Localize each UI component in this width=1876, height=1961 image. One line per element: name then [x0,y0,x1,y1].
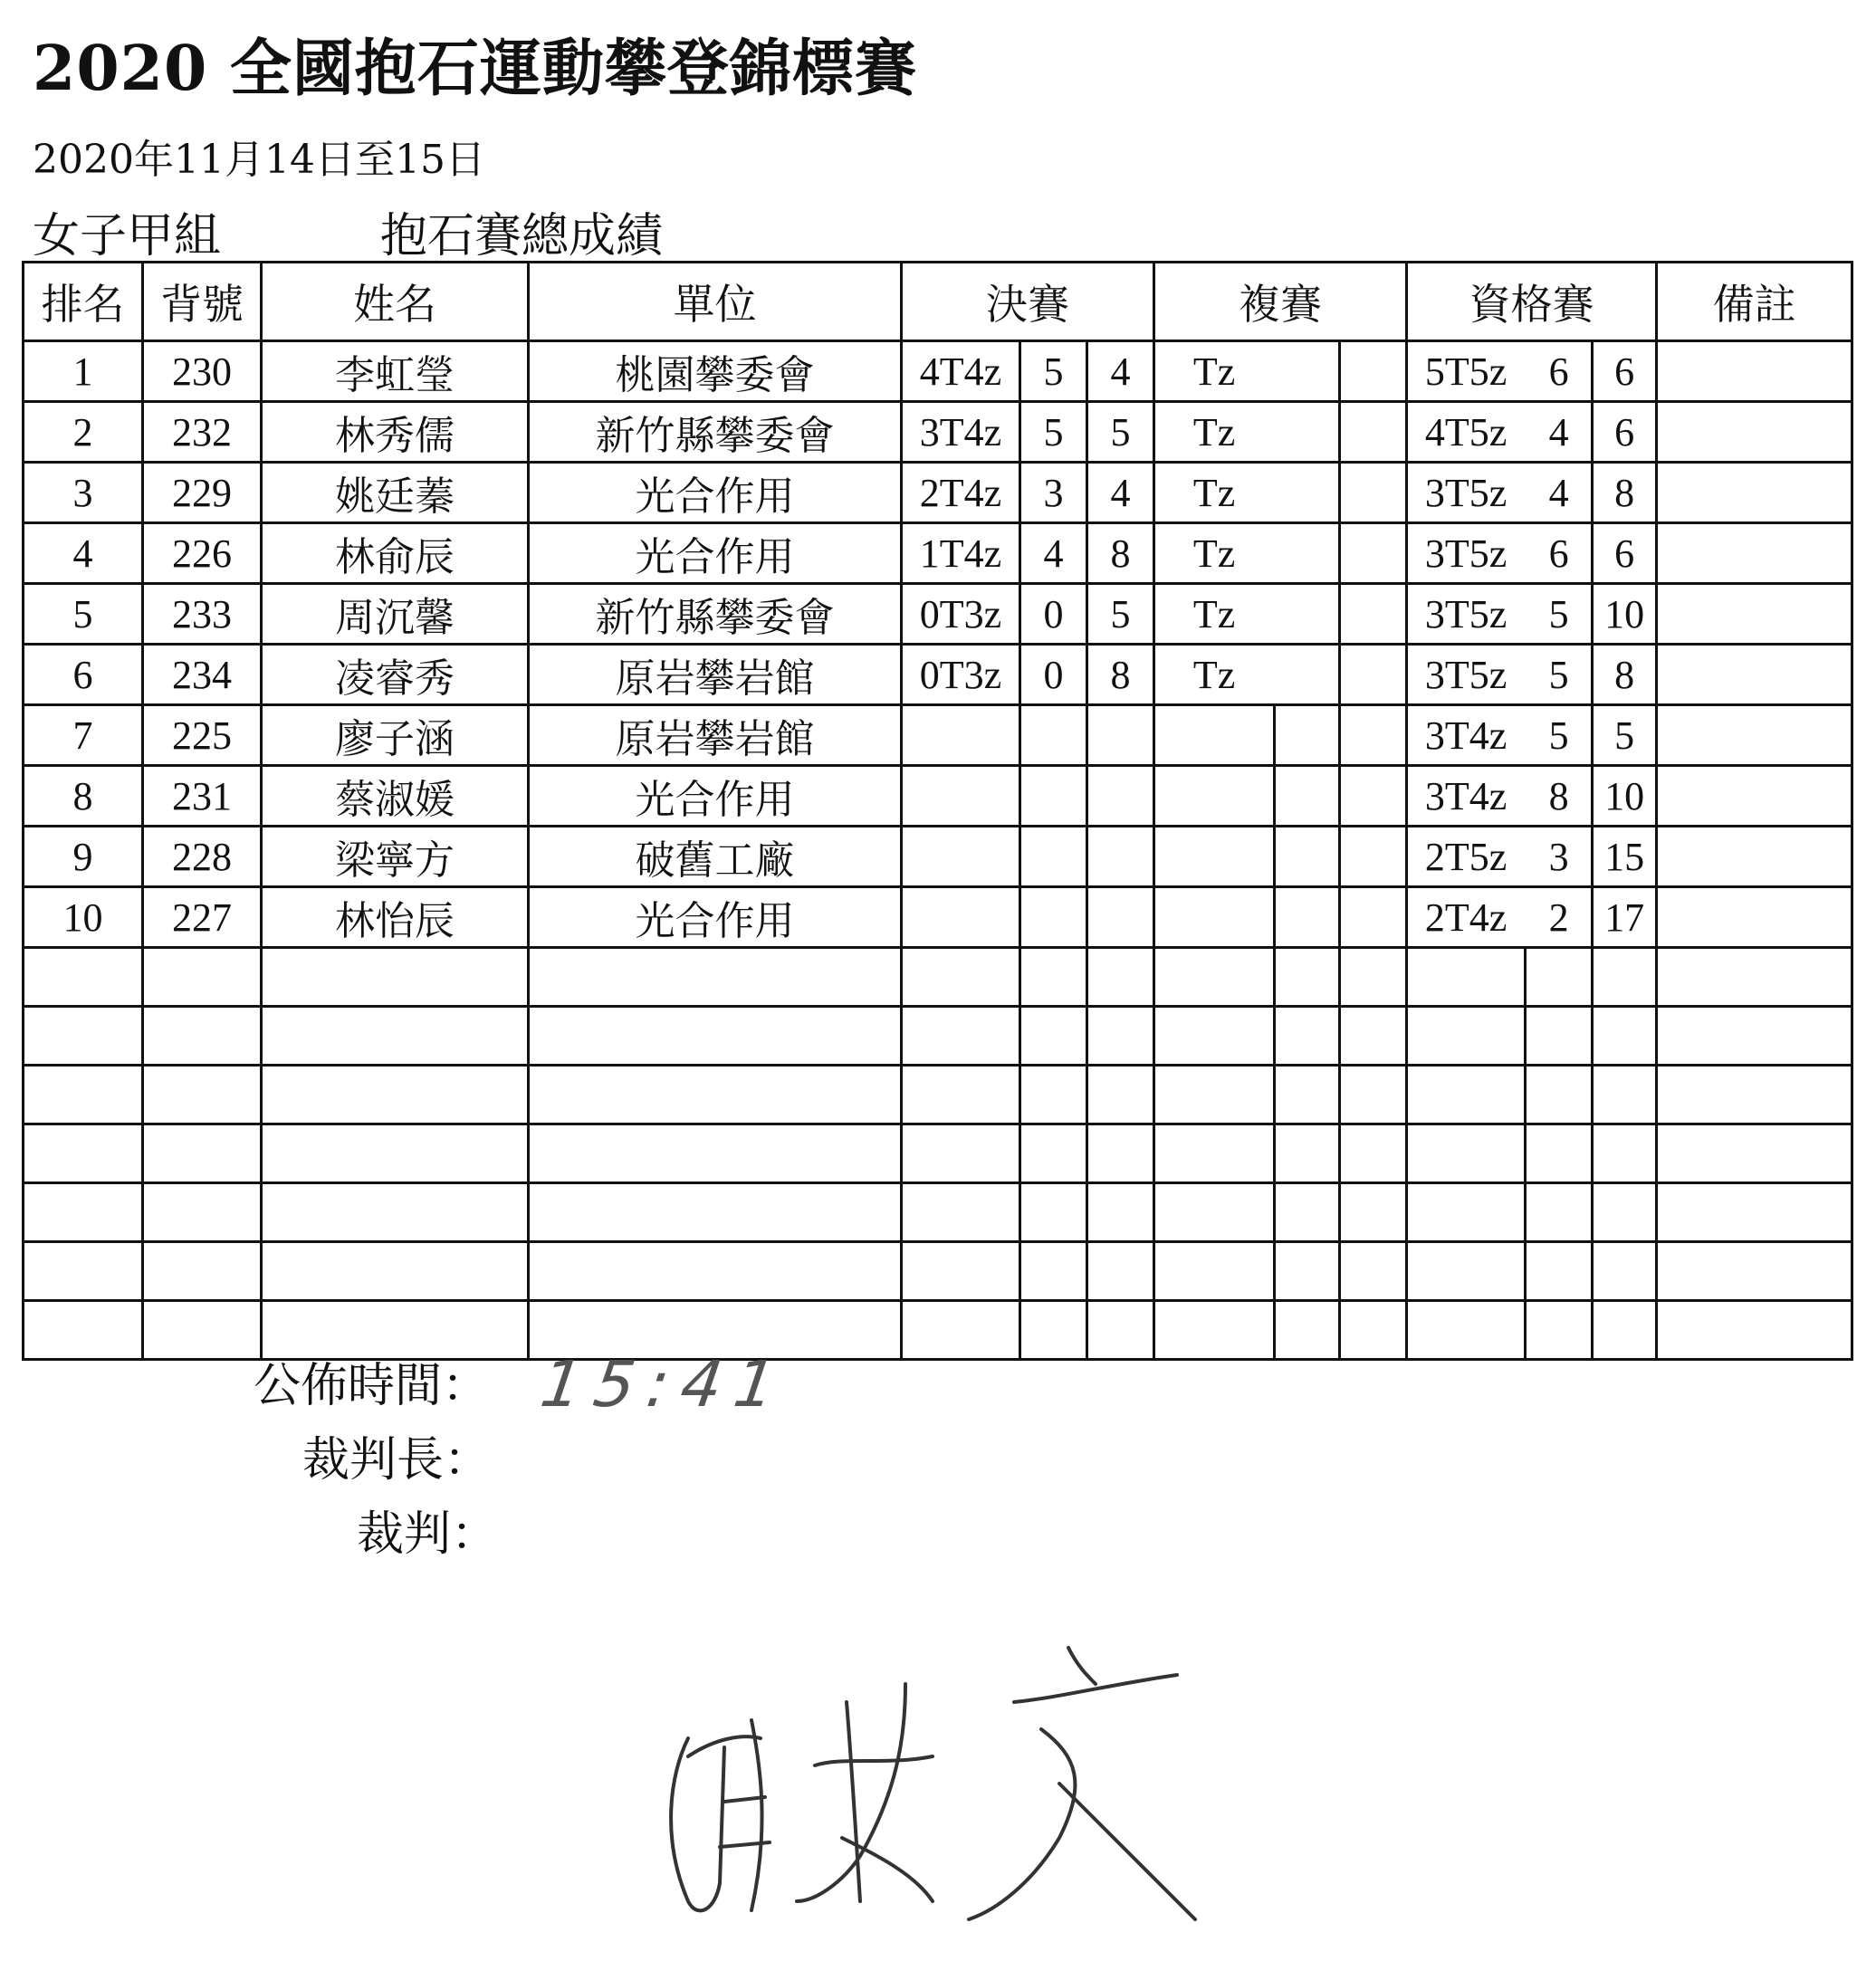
cell-semi-result: Tz [1154,463,1275,523]
cell-qual-result: 2T5z [1407,827,1526,887]
cell-semi-attempts-zone [1340,463,1407,523]
cell-rank: 10 [24,887,143,948]
cell-bib [143,1007,262,1066]
cell-unit: 桃園攀委會 [529,341,902,402]
cell-final-attempts-top: 5 [1020,402,1087,463]
cell-qual-attempts-top [1526,1007,1593,1066]
cell-semi-result [1154,1066,1275,1124]
cell-bib: 234 [143,645,262,705]
cell-final-result: 0T3z [902,645,1020,705]
cell-rank [24,948,143,1007]
cell-semi-attempts-top [1275,766,1340,827]
table-row [24,1183,1852,1242]
cell-semi-result [1154,705,1275,766]
cell-name: 周沉馨 [262,584,529,645]
cell-final-attempts-top: 5 [1020,341,1087,402]
cell-unit [529,1124,902,1183]
cell-final-attempts-top [1020,1124,1087,1183]
cell-rank: 9 [24,827,143,887]
cell-semi-attempts-top [1275,1124,1340,1183]
cell-qual-result: 5T5z [1407,341,1526,402]
cell-remark [1657,1183,1852,1242]
cell-final-attempts-zone: 4 [1087,463,1154,523]
cell-semi-attempts-zone [1340,1007,1407,1066]
cell-semi-attempts-zone [1340,402,1407,463]
cell-semi-attempts-top [1275,645,1340,705]
cell-final-attempts-zone [1087,887,1154,948]
cell-qual-result: 3T4z [1407,766,1526,827]
cell-qual-attempts-zone [1593,1301,1657,1360]
cell-name [262,1124,529,1183]
cell-final-result [902,1301,1020,1360]
document-title: 2020 全國抱石運動攀登錦標賽 [33,33,917,105]
cell-final-result [902,887,1020,948]
cell-semi-result: Tz [1154,584,1275,645]
header-bib: 背號 [143,263,262,341]
table-row [24,645,1852,705]
cell-qual-result: 4T5z [1407,402,1526,463]
table-row [24,341,1852,402]
cell-final-result [902,1066,1020,1124]
cell-qual-result [1407,1183,1526,1242]
cell-qual-attempts-zone: 6 [1593,402,1657,463]
cell-rank: 8 [24,766,143,827]
cell-final-result [902,766,1020,827]
cell-qual-result [1407,1242,1526,1301]
cell-final-attempts-top [1020,948,1087,1007]
cell-semi-attempts-zone [1340,1242,1407,1301]
cell-name [262,1242,529,1301]
cell-final-attempts-zone [1087,1124,1154,1183]
table-body [24,341,1852,1360]
cell-semi-attempts-zone [1340,523,1407,584]
cell-qual-result [1407,1066,1526,1124]
cell-qual-result: 3T5z [1407,523,1526,584]
announce-time-value: 15:41 [536,1347,793,1421]
announce-time-label: 公佈時間： [254,1359,490,1413]
cell-qual-attempts-top: 5 [1526,584,1593,645]
cell-unit: 原岩攀岩館 [529,705,902,766]
cell-semi-attempts-zone [1340,1183,1407,1242]
cell-unit [529,1007,902,1066]
cell-bib [143,1066,262,1124]
cell-final-attempts-top [1020,1066,1087,1124]
cell-bib: 227 [143,887,262,948]
table-row [24,766,1852,827]
cell-remark [1657,948,1852,1007]
cell-qual-attempts-top [1526,1301,1593,1360]
header-semi: 複賽 [1154,263,1407,341]
cell-qual-result: 3T5z [1407,463,1526,523]
cell-name [262,1007,529,1066]
cell-remark [1657,1066,1852,1124]
cell-semi-result: Tz [1154,402,1275,463]
cell-final-attempts-zone: 4 [1087,341,1154,402]
cell-semi-result [1154,1007,1275,1066]
cell-unit: 破舊工廠 [529,827,902,887]
cell-semi-attempts-top [1275,402,1340,463]
cell-bib: 228 [143,827,262,887]
cell-remark [1657,1007,1852,1066]
cell-semi-result: Tz [1154,523,1275,584]
cell-name: 林怡辰 [262,887,529,948]
cell-semi-attempts-top [1275,1066,1340,1124]
cell-final-result [902,827,1020,887]
cell-qual-attempts-top [1526,1183,1593,1242]
table-row [24,948,1852,1007]
cell-qual-attempts-zone: 15 [1593,827,1657,887]
cell-final-attempts-zone [1087,948,1154,1007]
cell-semi-attempts-zone [1340,584,1407,645]
cell-final-attempts-zone [1087,1301,1154,1360]
cell-unit [529,1242,902,1301]
table-row [24,584,1852,645]
cell-remark [1657,341,1852,402]
cell-semi-attempts-top [1275,1183,1340,1242]
cell-final-attempts-zone: 5 [1087,402,1154,463]
table-row [24,463,1852,523]
cell-qual-result: 3T5z [1407,645,1526,705]
cell-semi-attempts-top [1275,1242,1340,1301]
cell-final-attempts-top [1020,705,1087,766]
cell-final-attempts-zone [1087,705,1154,766]
cell-final-result [902,1242,1020,1301]
cell-semi-result [1154,827,1275,887]
cell-final-result: 4T4z [902,341,1020,402]
cell-final-attempts-top: 4 [1020,523,1087,584]
cell-qual-result [1407,1124,1526,1183]
cell-unit: 原岩攀岩館 [529,645,902,705]
cell-semi-attempts-top [1275,523,1340,584]
table-row [24,827,1852,887]
cell-semi-attempts-zone [1340,948,1407,1007]
cell-qual-attempts-zone: 10 [1593,766,1657,827]
cell-name [262,948,529,1007]
table-row [24,1242,1852,1301]
cell-final-attempts-zone [1087,827,1154,887]
cell-final-attempts-zone [1087,1066,1154,1124]
cell-bib: 229 [143,463,262,523]
cell-qual-attempts-zone [1593,1066,1657,1124]
cell-qual-result: 3T4z [1407,705,1526,766]
cell-semi-result [1154,1301,1275,1360]
cell-name: 林俞辰 [262,523,529,584]
cell-bib [143,1301,262,1360]
cell-semi-attempts-zone [1340,341,1407,402]
cell-name: 林秀儒 [262,402,529,463]
cell-remark [1657,705,1852,766]
cell-unit [529,1066,902,1124]
cell-semi-attempts-zone [1340,766,1407,827]
cell-remark [1657,584,1852,645]
cell-qual-attempts-zone: 5 [1593,705,1657,766]
division-label: 女子甲組 [33,209,222,263]
cell-remark [1657,523,1852,584]
cell-rank [24,1066,143,1124]
cell-name [262,1066,529,1124]
cell-final-attempts-top [1020,1007,1087,1066]
cell-unit [529,948,902,1007]
cell-qual-attempts-top: 6 [1526,523,1593,584]
cell-final-attempts-top: 0 [1020,584,1087,645]
cell-bib: 225 [143,705,262,766]
cell-semi-result [1154,766,1275,827]
cell-bib [143,948,262,1007]
cell-bib: 230 [143,341,262,402]
cell-qual-attempts-top: 4 [1526,402,1593,463]
cell-final-attempts-top [1020,1183,1087,1242]
cell-semi-result [1154,948,1275,1007]
cell-qual-attempts-zone [1593,948,1657,1007]
results-subtitle: 抱石賽總成績 [380,209,664,263]
header-row [24,263,1852,341]
header-final: 決賽 [902,263,1154,341]
cell-semi-attempts-zone [1340,827,1407,887]
header-rank: 排名 [24,263,143,341]
cell-name: 凌睿秀 [262,645,529,705]
cell-qual-attempts-zone: 8 [1593,645,1657,705]
cell-unit [529,1183,902,1242]
results-table [22,261,1853,1361]
cell-unit: 新竹縣攀委會 [529,402,902,463]
cell-semi-attempts-top [1275,463,1340,523]
cell-remark [1657,463,1852,523]
cell-final-attempts-top [1020,766,1087,827]
cell-qual-attempts-top [1526,1242,1593,1301]
cell-final-result [902,948,1020,1007]
cell-rank: 1 [24,341,143,402]
cell-qual-attempts-top: 8 [1526,766,1593,827]
cell-bib [143,1242,262,1301]
cell-final-attempts-zone [1087,1007,1154,1066]
cell-final-result [902,1183,1020,1242]
chief-judge-label: 裁判長： [302,1433,492,1487]
cell-semi-attempts-top [1275,948,1340,1007]
cell-final-attempts-zone [1087,766,1154,827]
cell-semi-attempts-top [1275,1301,1340,1360]
cell-final-result [902,705,1020,766]
cell-final-attempts-top [1020,1242,1087,1301]
cell-unit: 光合作用 [529,887,902,948]
table-row [24,402,1852,463]
cell-qual-attempts-zone [1593,1183,1657,1242]
cell-final-attempts-top [1020,1301,1087,1360]
cell-final-attempts-top [1020,887,1087,948]
cell-rank [24,1301,143,1360]
cell-name: 姚廷蓁 [262,463,529,523]
cell-qual-attempts-top: 5 [1526,705,1593,766]
cell-rank [24,1124,143,1183]
cell-final-attempts-zone: 8 [1087,523,1154,584]
cell-unit: 光合作用 [529,523,902,584]
cell-rank: 5 [24,584,143,645]
cell-qual-attempts-zone [1593,1124,1657,1183]
cell-final-attempts-top [1020,827,1087,887]
cell-semi-result [1154,1242,1275,1301]
cell-final-result: 1T4z [902,523,1020,584]
cell-remark [1657,827,1852,887]
cell-final-attempts-zone: 8 [1087,645,1154,705]
cell-qual-attempts-top: 6 [1526,341,1593,402]
cell-final-attempts-zone: 5 [1087,584,1154,645]
cell-semi-attempts-top [1275,827,1340,887]
cell-semi-attempts-top [1275,887,1340,948]
cell-final-attempts-top: 0 [1020,645,1087,705]
cell-final-attempts-zone [1087,1242,1154,1301]
cell-unit: 光合作用 [529,463,902,523]
cell-qual-attempts-zone: 17 [1593,887,1657,948]
cell-qual-attempts-zone: 6 [1593,341,1657,402]
table-row [24,1007,1852,1066]
cell-bib: 226 [143,523,262,584]
cell-rank: 4 [24,523,143,584]
cell-bib [143,1183,262,1242]
cell-semi-result [1154,887,1275,948]
cell-qual-attempts-zone [1593,1242,1657,1301]
table-row [24,1066,1852,1124]
cell-final-result: 2T4z [902,463,1020,523]
judge-label: 裁判： [357,1507,499,1562]
cell-qual-attempts-top: 5 [1526,645,1593,705]
cell-qual-attempts-top [1526,948,1593,1007]
cell-semi-attempts-zone [1340,1124,1407,1183]
cell-final-result [902,1007,1020,1066]
cell-semi-result [1154,1124,1275,1183]
cell-final-result [902,1124,1020,1183]
cell-final-result: 0T3z [902,584,1020,645]
cell-name: 梁寧方 [262,827,529,887]
cell-qual-attempts-top: 3 [1526,827,1593,887]
cell-remark [1657,1124,1852,1183]
table-row [24,887,1852,948]
cell-rank [24,1242,143,1301]
cell-qual-attempts-zone [1593,1007,1657,1066]
cell-qual-attempts-top: 4 [1526,463,1593,523]
cell-qual-result [1407,948,1526,1007]
cell-rank: 6 [24,645,143,705]
cell-semi-attempts-zone [1340,887,1407,948]
cell-name: 蔡淑媛 [262,766,529,827]
event-date: 2020年11月14日至15日 [33,137,485,183]
header-unit: 單位 [529,263,902,341]
cell-qual-attempts-top: 2 [1526,887,1593,948]
cell-semi-result: Tz [1154,645,1275,705]
cell-rank [24,1183,143,1242]
cell-rank: 3 [24,463,143,523]
cell-bib: 232 [143,402,262,463]
table-row [24,1124,1852,1183]
cell-semi-attempts-top [1275,705,1340,766]
cell-bib [143,1124,262,1183]
cell-final-attempts-top: 3 [1020,463,1087,523]
cell-semi-attempts-top [1275,341,1340,402]
cell-final-result: 3T4z [902,402,1020,463]
cell-unit: 新竹縣攀委會 [529,584,902,645]
table-row [24,523,1852,584]
cell-semi-result: Tz [1154,341,1275,402]
cell-rank [24,1007,143,1066]
cell-unit: 光合作用 [529,766,902,827]
cell-semi-attempts-zone [1340,1066,1407,1124]
cell-rank: 2 [24,402,143,463]
cell-qual-result: 2T4z [1407,887,1526,948]
header-name: 姓名 [262,263,529,341]
cell-bib: 231 [143,766,262,827]
cell-semi-result [1154,1183,1275,1242]
cell-qual-attempts-top [1526,1066,1593,1124]
cell-semi-attempts-top [1275,1007,1340,1066]
cell-qual-attempts-top [1526,1124,1593,1183]
cell-semi-attempts-top [1275,584,1340,645]
cell-name: 李虹瑩 [262,341,529,402]
cell-bib: 233 [143,584,262,645]
cell-remark [1657,887,1852,948]
cell-qual-attempts-zone: 6 [1593,523,1657,584]
cell-qual-attempts-zone: 8 [1593,463,1657,523]
header-remark: 備註 [1657,263,1852,341]
cell-remark [1657,1242,1852,1301]
header-qual: 資格賽 [1407,263,1657,341]
cell-remark [1657,402,1852,463]
cell-qual-attempts-zone: 10 [1593,584,1657,645]
cell-remark [1657,1301,1852,1360]
cell-qual-result [1407,1007,1526,1066]
cell-name: 廖子涵 [262,705,529,766]
cell-qual-result: 3T5z [1407,584,1526,645]
cell-rank: 7 [24,705,143,766]
cell-semi-attempts-zone [1340,1301,1407,1360]
cell-semi-attempts-zone [1340,645,1407,705]
cell-remark [1657,766,1852,827]
cell-semi-attempts-zone [1340,705,1407,766]
cell-name [262,1183,529,1242]
cell-final-attempts-zone [1087,1183,1154,1242]
table-row [24,705,1852,766]
cell-remark [1657,645,1852,705]
cell-qual-result [1407,1301,1526,1360]
judge-signature [634,1630,1231,1937]
